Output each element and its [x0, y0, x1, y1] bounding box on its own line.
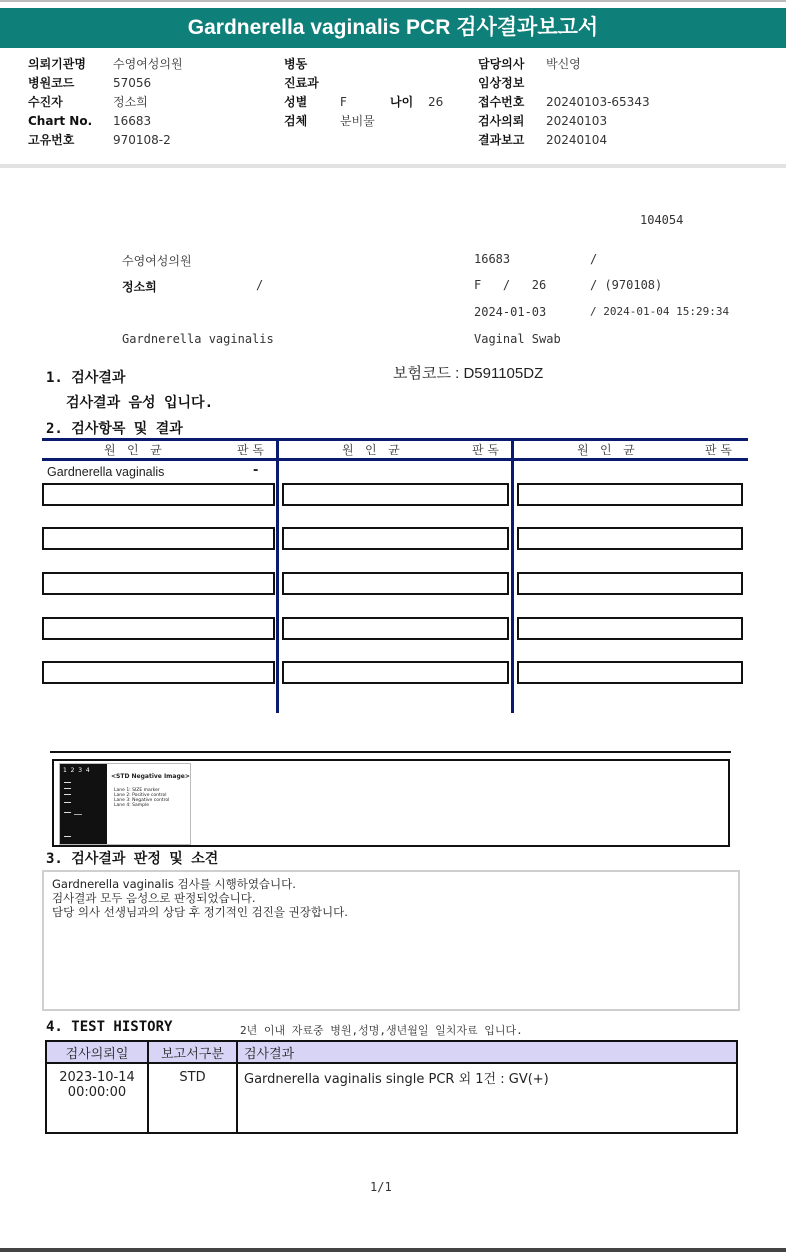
- section2-title: 2. 검사항목 및 결과: [46, 421, 183, 437]
- info-name-slash: /: [256, 278, 264, 292]
- history-type: STD: [148, 1063, 237, 1133]
- header-row-doctor: 담당의사 박신영: [478, 57, 581, 71]
- header-left: [28, 55, 183, 150]
- col-header-result: 판 독: [472, 443, 499, 457]
- bottom-rule: [0, 1248, 786, 1252]
- result-cell: [42, 617, 275, 640]
- info-report-datetime: / 2024-01-04 15:29:34: [590, 305, 730, 318]
- result-cell: [42, 661, 275, 684]
- header-row-specimen: 검체 분비물: [284, 114, 375, 128]
- result-cell: [282, 572, 509, 595]
- opinion-line: Gardnerella vaginalis 검사를 시행하였습니다.: [52, 877, 296, 891]
- top-rule: [0, 0, 786, 2]
- header-row-patient: 수진자 정소희: [28, 95, 148, 109]
- gel-band: [64, 782, 71, 783]
- col-header-1: [42, 441, 277, 458]
- page-number: 1/1: [370, 1180, 392, 1194]
- gel-band: [64, 812, 71, 813]
- col-header-result: 판 독: [705, 443, 732, 457]
- history-header-row: [46, 1041, 737, 1063]
- header-row-dept: 진료과: [284, 76, 319, 90]
- history-date-cell: [46, 1063, 148, 1133]
- result-cell: [517, 617, 743, 640]
- result-cell: [517, 527, 743, 550]
- info-specimen: Vaginal Swab: [474, 332, 561, 346]
- opinion-line: 담당 의사 선생님과의 상담 후 정기적인 검진을 권장합니다.: [52, 905, 348, 919]
- info-slash: /: [590, 252, 598, 266]
- section3-title: 3. 검사결과 판정 및 소견: [46, 851, 219, 867]
- col-header-organism: 원 인 균: [577, 443, 635, 457]
- history-col-type: 보고서구분: [148, 1041, 237, 1063]
- result-cell: [282, 483, 509, 506]
- header-row-request-date: 검사의뢰 20240103: [478, 114, 608, 128]
- history-time: 00:00:00: [67, 1085, 127, 1100]
- result-cell: [282, 617, 509, 640]
- result-cell: [42, 527, 275, 550]
- report-title: Gardnerella vaginalis PCR 검사결과보고서: [0, 8, 786, 48]
- gel-title: <STD Negative Image>: [111, 773, 190, 780]
- header-row-clinical-info: 임상정보: [478, 76, 525, 90]
- info-patient-name: 정소희: [122, 280, 157, 294]
- result-cell: [282, 527, 509, 550]
- result-cell: [517, 483, 743, 506]
- history-col-date: 검사의뢰일: [46, 1041, 148, 1063]
- col-header-result: 판 독: [237, 443, 264, 457]
- header-row-chart-no: Chart No. 16683: [28, 114, 152, 128]
- history-col-result: 검사결과: [237, 1041, 737, 1063]
- history-note: 2년 이내 자료중 병원,성명,생년월일 일치자료 입니다.: [240, 1024, 523, 1037]
- gel-top-rule: [50, 751, 731, 753]
- item-result: -: [253, 463, 259, 478]
- gel-band: [64, 836, 71, 837]
- header-row-sex-age: 성별 F 나이 26: [284, 95, 444, 109]
- history-result: Gardnerella vaginalis single PCR 외 1건 : GV(+): [237, 1063, 737, 1133]
- header-row-unique-no: 고유번호 970108-2: [28, 133, 171, 147]
- header-row-report-date: 결과보고 20240104: [478, 133, 608, 147]
- result-cell: [42, 483, 275, 506]
- section4-title: 4. TEST HISTORY: [46, 1019, 173, 1035]
- opinion-line: 검사결과 모두 음성으로 판정되었습니다.: [52, 891, 256, 905]
- section1-title: 1. 검사결과: [46, 370, 126, 386]
- result-cell: [517, 661, 743, 684]
- doc-code: 104054: [640, 213, 684, 227]
- header-row-ward: 병동: [284, 57, 308, 71]
- result-cell: [42, 572, 275, 595]
- info-clinic: 수영여성의원: [122, 254, 192, 268]
- gel-lane-numbers: 1 2 3 4: [63, 767, 90, 774]
- info-test-name: Gardnerella vaginalis: [122, 332, 274, 346]
- gel-band: [64, 788, 71, 789]
- header-row-institution: 의뢰기관명 수영여성의원: [28, 57, 183, 71]
- history-date: 2023-10-14: [59, 1070, 135, 1085]
- header-separator: [0, 164, 786, 168]
- col-header-organism: 원 인 균: [104, 443, 162, 457]
- result-summary: 검사결과 음성 입니다.: [66, 395, 214, 411]
- col-header-organism: 원 인 균: [342, 443, 400, 457]
- gel-image-frame: [52, 759, 730, 847]
- gel-legend: Lane 1: SIZE marker Lane 2: Positive control Lane 3: Negative control Lane 4: Sample: [114, 788, 170, 808]
- header-middle: [284, 55, 443, 131]
- info-sex-age: F / 26: [474, 278, 547, 292]
- column-divider: [276, 438, 279, 713]
- insurance-code: 보험코드 : D591105DZ: [393, 365, 544, 382]
- info-chart-no: 16683: [474, 252, 511, 266]
- result-cell: [517, 572, 743, 595]
- opinion-box: [42, 870, 740, 1011]
- info-request-date: 2024-01-03: [474, 305, 547, 319]
- col-header-2: [280, 441, 512, 458]
- info-birth: / (970108): [590, 278, 663, 292]
- result-cell: [282, 661, 509, 684]
- table-header-rule: [42, 458, 748, 461]
- header-row-hospital-code: 병원코드 57056: [28, 76, 152, 90]
- header-row-receipt-no: 접수번호 20240103-65343: [478, 95, 650, 109]
- gel-band: [64, 794, 71, 795]
- history-table: [45, 1040, 738, 1134]
- header-right: [478, 55, 650, 150]
- col-header-3: [515, 441, 747, 458]
- gel-band: [74, 814, 82, 815]
- item-name: Gardnerella vaginalis: [47, 465, 165, 479]
- gel-band: [64, 802, 71, 803]
- gel-strip: [60, 764, 107, 844]
- table-row: [46, 1063, 737, 1133]
- gel-image: [59, 763, 191, 845]
- column-divider: [511, 438, 514, 713]
